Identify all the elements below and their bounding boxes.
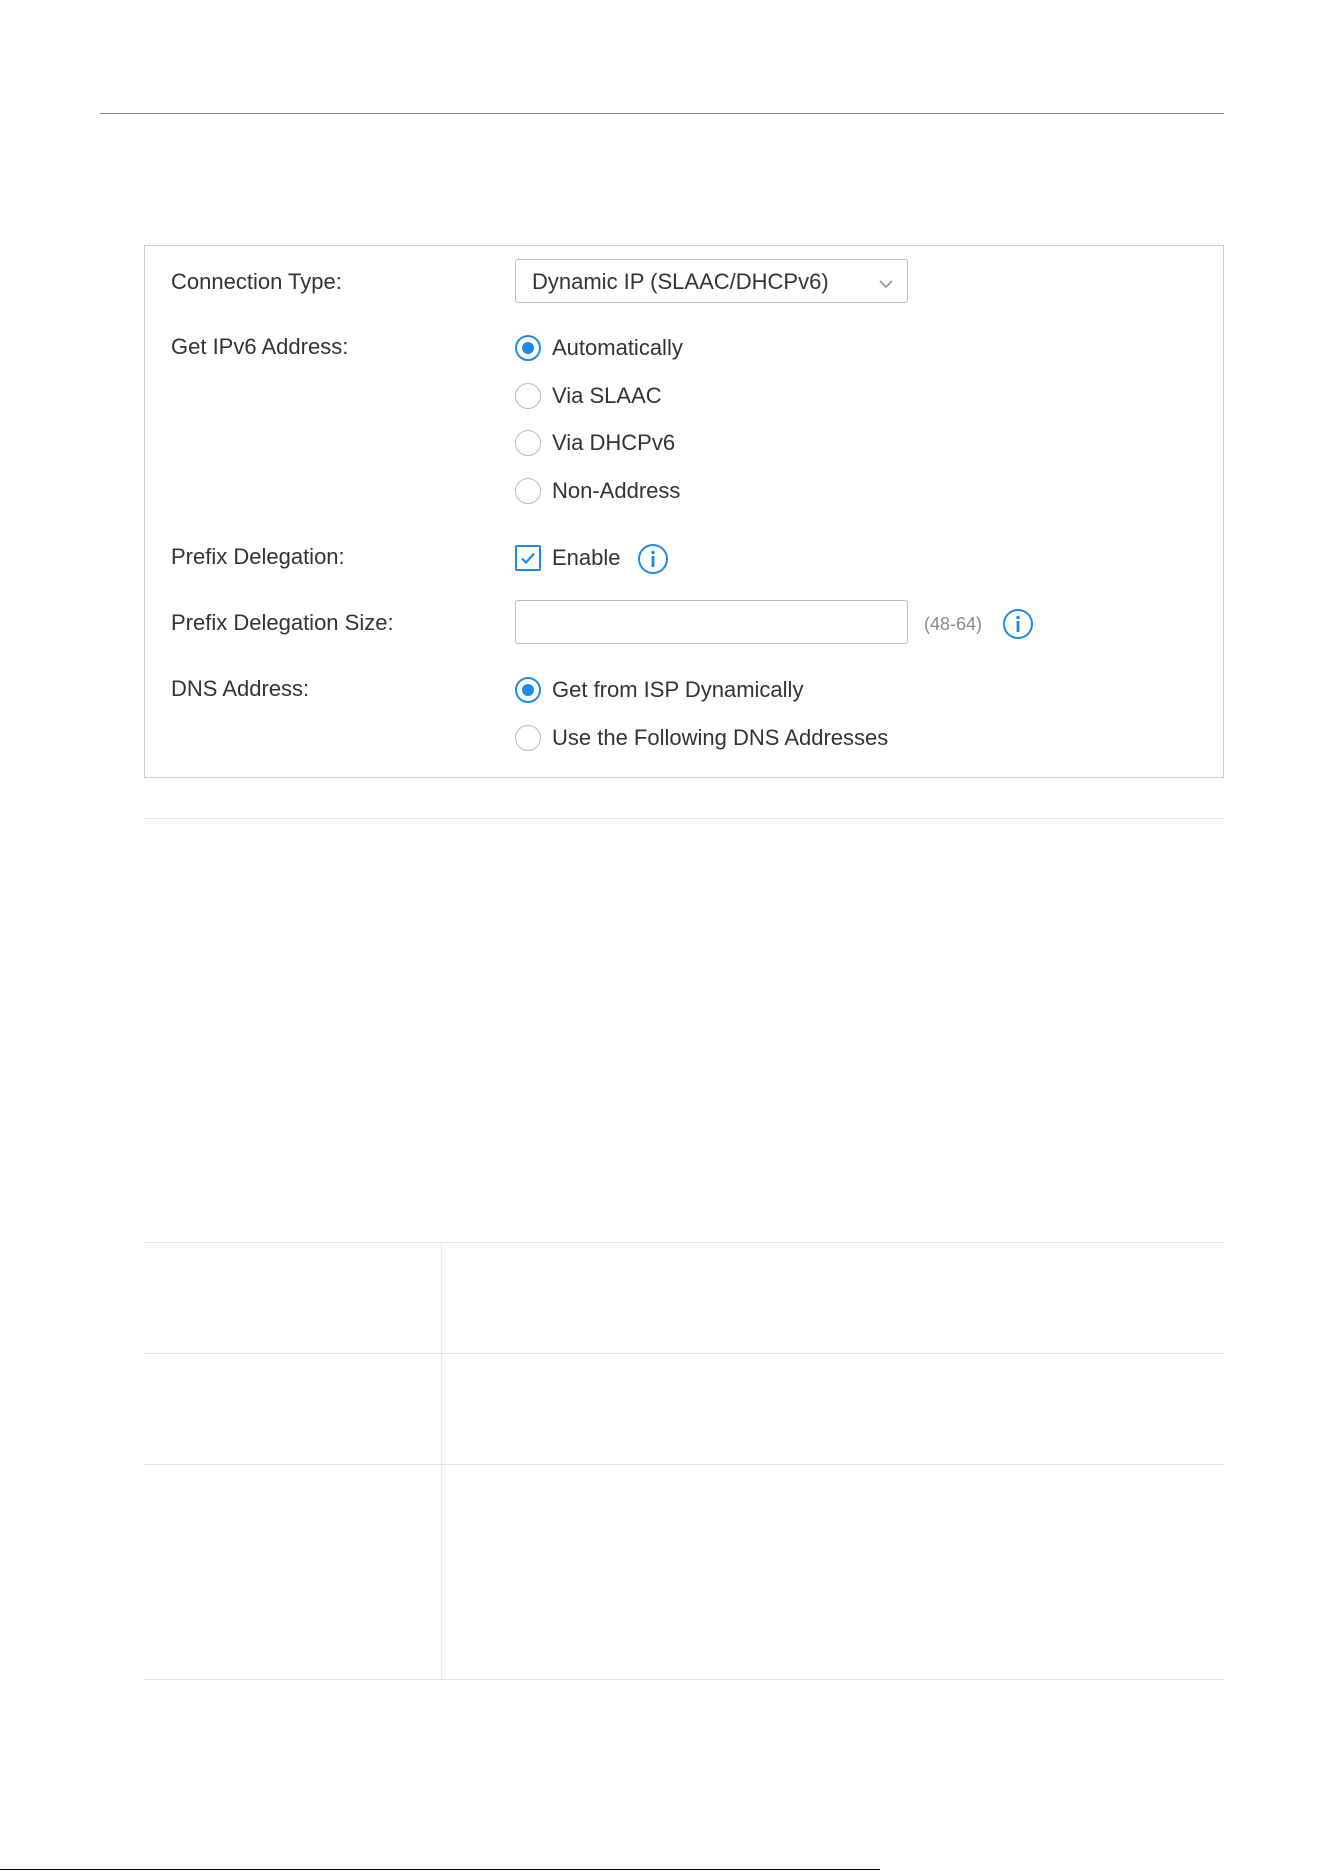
radio-automatically[interactable] [515,335,541,361]
radio-via-slaac[interactable] [515,383,541,409]
checkmark-icon [519,549,537,567]
prefix-delegation-enable-label: Enable [552,545,621,570]
option-label-dns-isp-dynamic: Get from ISP Dynamically [552,677,804,702]
connection-type-select[interactable] [515,259,908,303]
prefix-delegation-info-icon[interactable] [637,543,669,580]
prefix-delegation-size-input[interactable] [515,600,908,644]
option-label-dns-following-addresses: Use the Following DNS Addresses [552,725,889,750]
prefix-delegation-checkbox[interactable] [515,545,541,571]
ipv6-settings-panel [144,245,1224,778]
table-row-divider [144,1464,1224,1465]
table-column-divider [441,1242,442,1679]
radio-non-address[interactable] [515,478,541,504]
footer-divider [0,1869,880,1870]
radio-dns-isp-dynamic[interactable] [515,677,541,703]
prefix-delegation-label: Prefix Delegation: [171,544,345,569]
radio-dns-following-addresses[interactable] [515,725,541,751]
connection-type-label: Connection Type: [171,269,342,294]
header-divider [100,113,1224,114]
option-label-via-slaac: Via SLAAC [552,383,662,408]
option-label-via-dhcpv6: Via DHCPv6 [552,430,676,455]
prefix-delegation-size-range: (48-64) [924,614,983,634]
option-label-non-address: Non-Address [552,478,681,503]
chevron-down-icon [879,276,893,294]
connection-type-value: Dynamic IP (SLAAC/DHCPv6) [532,269,829,294]
prefix-delegation-size-info-icon[interactable] [1002,608,1034,645]
table-top-rule [144,818,1224,819]
radio-via-dhcpv6[interactable] [515,430,541,456]
dns-address-label: DNS Address: [171,676,310,701]
get-ipv6-address-label: Get IPv6 Address: [171,334,349,359]
prefix-delegation-size-label: Prefix Delegation Size: [171,610,394,635]
option-label-automatically: Automatically [552,335,683,360]
table-bottom-rule [144,1679,1224,1680]
table-row-divider [144,1353,1224,1354]
table-row-divider [144,1242,1224,1243]
